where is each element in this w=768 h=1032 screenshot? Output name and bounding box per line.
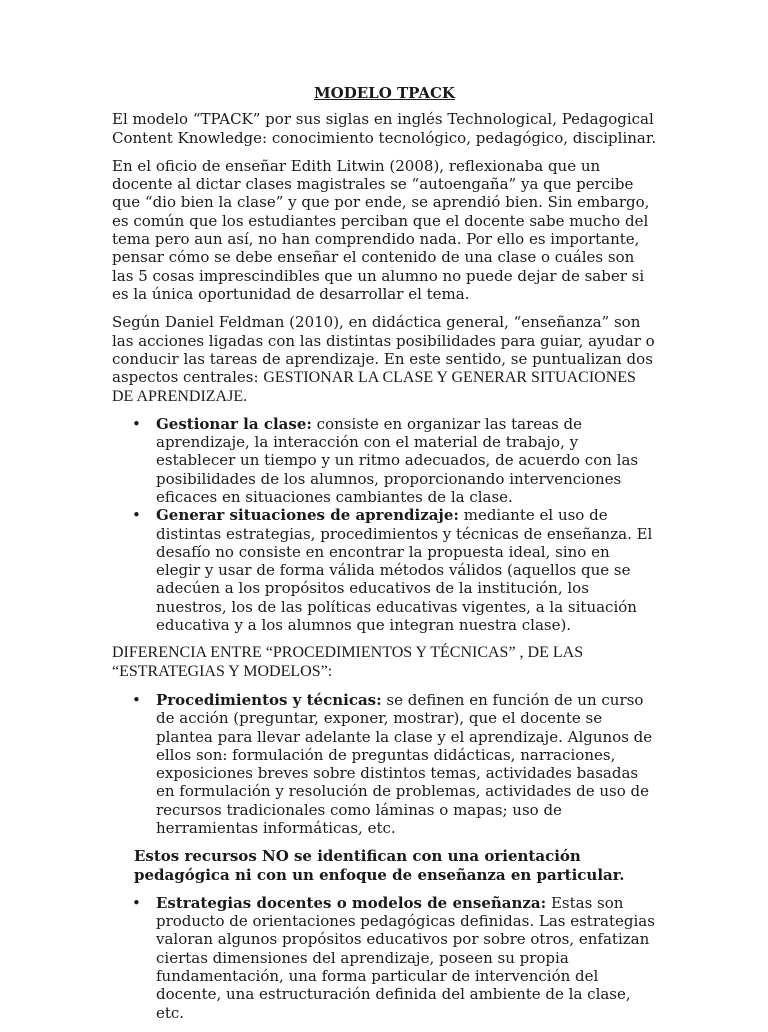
list-item (112, 894, 657, 1022)
emphasis-note: Estos recursos NO se identifican con una orientación pedagógica ni con un enfoque de enseñanza en particular. (134, 847, 625, 884)
diferencia-heading: DIFERENCIA ENTRE “PROCEDIMIENTOS Y TÉCNICAS” , DE LAS “ESTRATEGIAS Y MODELOS”: (112, 644, 584, 680)
list-item-text: consiste en organizar las tareas de aprendizaje, la interacción con el material de trabajo, y establecer un tiempo y un ritmo adecuados, de acuerdo con las posibilidades de los alumnos, proporcionando intervenciones eficaces en situaciones cambiantes de la clase. (156, 414, 639, 506)
intro-paragraph: El modelo “TPACK” por sus siglas en inglés Technological, Pedagogical Content Knowledge: conocimiento tecnológico, pedagógico, disciplinar. (112, 110, 657, 147)
bullet-icon: • (132, 893, 141, 912)
list-item-text: Estas son producto de orientaciones pedagógicas definidas. Las estrategias valoran algunos propósitos educativos por sobre otros, enfatizan ciertas dimensiones del aprendizaje, poseen su propia fundamentación, una forma particular de intervención del docente, una estructuración definida del ambiente de la clase, etc. (156, 893, 655, 1022)
list-item (112, 415, 657, 506)
bullet-list-procedimientos (112, 691, 657, 837)
feldman-paragraph (112, 313, 657, 406)
bullet-list-gestion (112, 415, 657, 635)
feldman-caps: GESTIONAR LA CLASE Y GENERAR SITUACIONES DE APRENDIZAJE. (112, 369, 636, 406)
list-item-text: mediante el uso de distintas estrategias, procedimientos y técnicas de enseñanza. El desafío no consiste en encontrar la propuesta ideal, sino en elegir y usar de forma válida métodos válidos (aquellos que se adecúen a los propósitos educativos de la institución, los nuestros, los de las políticas educativas vigentes, a la situación educativa y a los alumnos que integran nuestra clase). (156, 506, 653, 635)
list-item-term: Procedimientos y técnicas: (156, 690, 382, 709)
list-item-term: Gestionar la clase: (156, 414, 312, 433)
list-item-text: se definen en función de un curso de acción (preguntar, exponer, mostrar), que el docente se plantea para llevar adelante la clase y el aprendizaje. Algunos de ellos son: formulación de preguntas didácticas, narraciones, exposiciones breves sobre distintos temas, actividades basadas en formulación y resolución de problemas, actividades de uso de recursos tradicionales como láminas o mapas; uso de herramientas informáticas, etc. (156, 690, 653, 837)
bullet-icon: • (132, 414, 141, 433)
list-item-term: Estrategias docentes o modelos de enseñanza: (156, 893, 547, 912)
bullet-icon: • (132, 690, 141, 709)
document-title: MODELO TPACK (314, 84, 455, 102)
litwin-paragraph: En el oficio de enseñar Edith Litwin (2008), reflexionaba que un docente al dictar clases magistrales se “autoengaña” ya que percibe que “dio bien la clase” y que por ende, se aprendió bien. Sin embargo, es común que los estudiantes perciban que el docente sabe mucho del tema pero aun así, no han comprendido nada. Por ello es importante, pensar cómo se debe enseñar el contenido de una clase o cuáles son las 5 cosas imprescindibles que un alumno no puede dejar de saber si es la única oportunidad de desarrollar el tema. (112, 156, 650, 303)
list-item-term: Generar situaciones de aprendizaje: (156, 506, 459, 525)
list-item (112, 506, 657, 634)
bullet-icon: • (132, 506, 141, 525)
list-item (112, 691, 657, 837)
feldman-text: Según Daniel Feldman (2010), en didáctica general, “enseñanza” son las acciones ligadas con las distintas posibilidades para guiar, ayudar o conducir las tareas de aprendizaje. En este sentido, se puntualizan dos aspectos centrales: (112, 313, 655, 387)
bullet-list-estrategias (112, 894, 657, 1022)
document-page (112, 84, 657, 1032)
